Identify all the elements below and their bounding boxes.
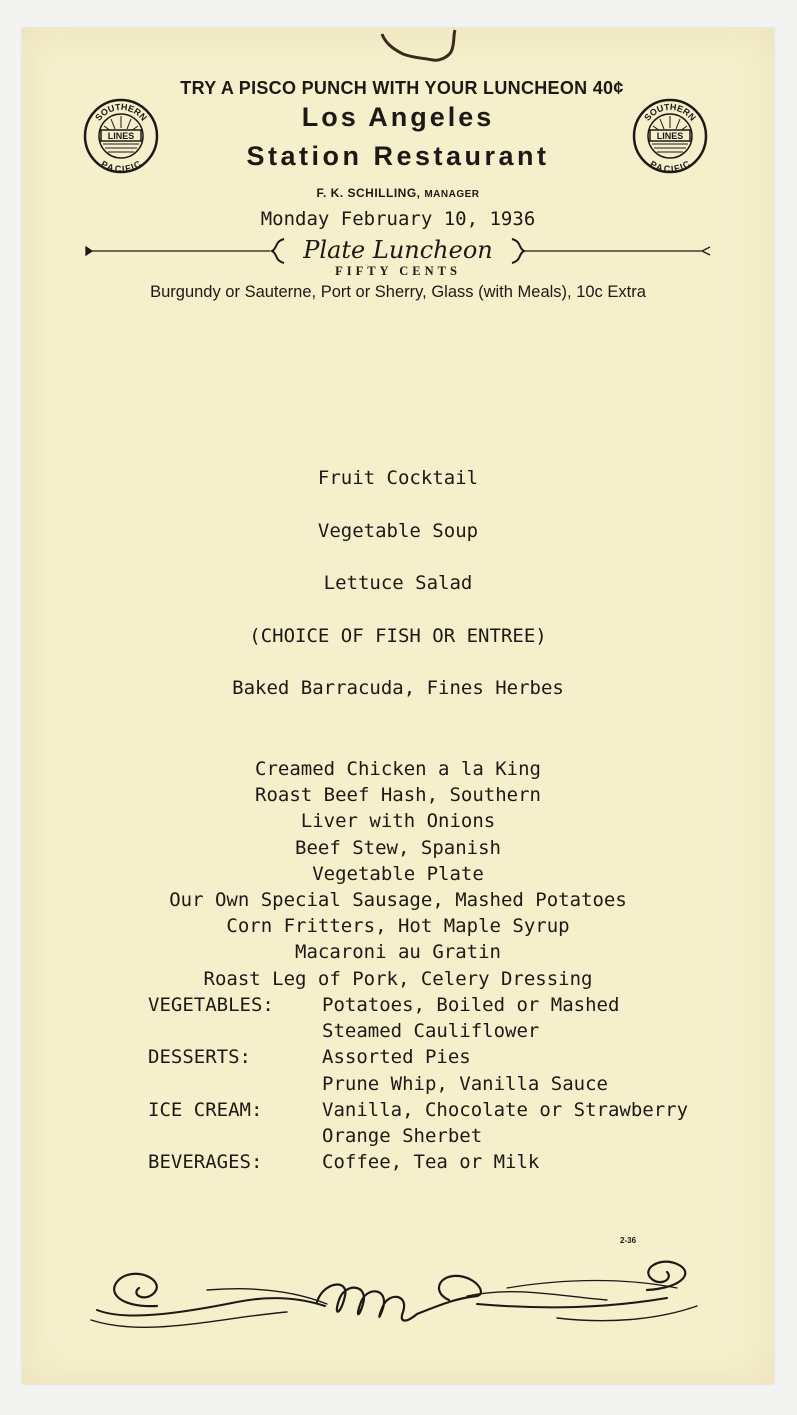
entree-item: Creamed Chicken a la King <box>255 758 541 780</box>
menu-title: Plate Luncheon <box>303 236 493 264</box>
torn-notch-mark <box>377 28 467 68</box>
entree-item: Roast Leg of Pork, Celery Dressing <box>203 967 593 990</box>
entree-item: Roast Beef Hash, Southern <box>255 784 541 807</box>
side-item: Potatoes, Boiled or Mashed <box>322 994 620 1016</box>
side-label: ICE CREAM: <box>148 1098 263 1121</box>
wine-note: Burgundy or Sauterne, Port or Sherry, Glass (with Meals), 10c Extra <box>150 283 646 301</box>
manager-title: MANAGER <box>424 189 480 200</box>
course-item: Lettuce Salad <box>323 572 473 594</box>
manager-line <box>22 186 774 200</box>
promo-line: TRY A PISCO PUNCH WITH YOUR LUNCHEON 40¢ <box>180 78 624 98</box>
entree-item: Beef Stew, Spanish <box>295 836 501 859</box>
side-item: Steamed Cauliflower <box>322 1020 540 1043</box>
menu-sheet <box>22 28 774 1384</box>
southern-pacific-seal-icon <box>83 98 159 174</box>
entree-item: Corn Fritters, Hot Maple Syrup <box>226 915 570 938</box>
side-label: BEVERAGES: <box>148 1151 263 1174</box>
seal-middle-text: LINES <box>107 131 135 141</box>
course-item: Fruit Cocktail <box>317 467 479 489</box>
entree-item: Vegetable Plate <box>312 862 484 885</box>
seal-top-text: SOUTHERN <box>642 101 698 123</box>
fish-course: Baked Barracuda, Fines Herbes <box>232 677 564 699</box>
side-item: Orange Sherbet <box>322 1124 483 1147</box>
menu-date: Monday February 10, 1936 <box>260 208 536 230</box>
side-label: DESSERTS: <box>148 1046 251 1069</box>
course-choice-note: (CHOICE OF FISH OR ENTREE) <box>249 625 547 647</box>
restaurant-name-line2: Station Restaurant <box>246 141 550 171</box>
side-item: Vanilla, Chocolate or Strawberry <box>322 1098 689 1121</box>
title-rule <box>84 234 712 268</box>
entree-list <box>22 756 774 992</box>
southern-pacific-seal-icon <box>632 98 708 174</box>
side-item: Prune Whip, Vanilla Sauce <box>322 1072 608 1095</box>
side-label: VEGETABLES: <box>148 994 274 1016</box>
seal-middle-text: LINES <box>656 131 684 141</box>
course-item: Vegetable Soup <box>317 520 479 542</box>
print-code: 2-36 <box>620 1236 637 1245</box>
seal-bottom-text: PACIFIC <box>648 158 692 174</box>
manager-name: F. K. SCHILLING, <box>316 186 421 200</box>
entree-item: Liver with Onions <box>300 810 496 833</box>
decorative-flourish-icon <box>87 1248 707 1348</box>
entree-item: Our Own Special Sausage, Mashed Potatoes <box>169 888 627 911</box>
entree-item: Macaroni au Gratin <box>295 941 501 964</box>
seal-top-text: SOUTHERN <box>93 101 149 123</box>
seal-bottom-text: PACIFIC <box>99 158 143 174</box>
menu-price: FIFTY CENTS <box>335 264 461 278</box>
restaurant-name-line1: Los Angeles <box>301 102 495 132</box>
side-item: Coffee, Tea or Milk <box>322 1151 540 1174</box>
side-item: Assorted Pies <box>322 1046 471 1069</box>
